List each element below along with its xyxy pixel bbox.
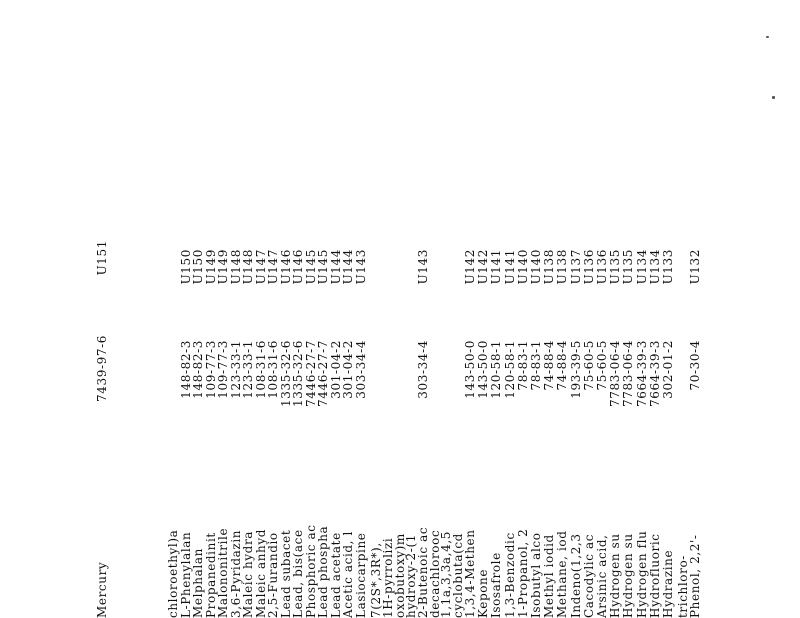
cas-number: 123-33-1 xyxy=(241,340,255,399)
waste-code: U144 xyxy=(329,249,343,285)
chemical-name: Hydrogen su xyxy=(608,533,622,618)
cas-number: 301-04-2 xyxy=(329,340,343,399)
chemical-name: Lead acetate xyxy=(329,532,343,618)
chemical-name: Indeno(1,2,3 xyxy=(569,533,583,618)
chemical-name: 2-Butenoic ac xyxy=(416,526,430,618)
cas-number: 143-50-0 xyxy=(476,340,490,399)
waste-code: U146 xyxy=(279,249,293,285)
cas-number: 120-58-1 xyxy=(489,340,503,399)
waste-code: U144 xyxy=(341,249,355,285)
cas-number: 7439-97-6 xyxy=(95,335,109,402)
chemical-name: Arsinic acid, xyxy=(595,534,609,618)
chemical-name: 1H-pyrrolizi xyxy=(381,537,395,618)
cas-number: 302-01-2 xyxy=(661,340,675,399)
waste-code: U145 xyxy=(316,249,330,285)
cas-number: 303-34-4 xyxy=(354,340,368,399)
chemical-name: Kepone xyxy=(476,568,490,618)
cas-number: 301-04-2 xyxy=(341,340,355,399)
chemical-name: hydroxy-2-(1 xyxy=(404,534,418,618)
chemical-name: Lead phospha xyxy=(316,525,330,618)
waste-code: U147 xyxy=(266,249,280,285)
chemical-name: Maleic anhyd xyxy=(254,528,268,618)
chemical-name: Hydrazine xyxy=(661,549,675,618)
chemical-name: 1-Propanol, 2 xyxy=(516,528,530,618)
cas-number: 7446-27-7 xyxy=(316,340,330,407)
scan-speck xyxy=(772,96,775,99)
chemical-name: decachlorooc xyxy=(428,529,442,618)
waste-code: U136 xyxy=(595,249,609,285)
cas-number: 143-50-0 xyxy=(463,340,477,399)
chemical-name: Hydrofluoric xyxy=(648,533,662,618)
chemical-name: Phenol, 2,2'- xyxy=(688,534,702,618)
chemical-name: Lead, bis(ace xyxy=(291,529,305,618)
chemical-name: 1,3-Benzodic xyxy=(503,532,517,618)
waste-code: U141 xyxy=(503,249,517,285)
waste-code: U133 xyxy=(661,249,675,285)
cas-number: 7783-06-4 xyxy=(621,340,635,407)
waste-code: U149 xyxy=(216,249,230,285)
chemical-name: Isosafrole xyxy=(489,552,503,618)
waste-code: U146 xyxy=(291,249,305,285)
chemical-name: Cacodylic ac xyxy=(582,533,596,618)
cas-number: 78-83-1 xyxy=(516,340,530,391)
cas-number: 1335-32-6 xyxy=(291,340,305,407)
cas-number: 109-77-3 xyxy=(204,340,218,399)
chemical-name: cyclobuta(cd xyxy=(451,533,465,618)
cas-number: 148-82-3 xyxy=(191,340,205,399)
chemical-name: Acetic acid, l xyxy=(341,531,355,618)
waste-code: U142 xyxy=(476,249,490,285)
waste-code: U136 xyxy=(582,249,596,285)
cas-number: 74-88-4 xyxy=(555,340,569,391)
waste-code: U134 xyxy=(635,249,649,285)
cas-number: 7664-39-3 xyxy=(648,340,662,407)
cas-number: 74-88-4 xyxy=(542,340,556,391)
chemical-name: Lasiocarpine xyxy=(354,532,368,618)
waste-code: U142 xyxy=(463,249,477,285)
chemical-name: 3,6-Pyridazin xyxy=(229,529,243,618)
chemical-name: 2,5-Furandio xyxy=(266,532,280,618)
chemical-name: L-Phenylalan xyxy=(179,531,193,618)
waste-code: U132 xyxy=(688,249,702,285)
chemical-name: Maleic hydra xyxy=(241,530,255,618)
cas-number: 1335-32-6 xyxy=(279,340,293,407)
cas-number: 7783-06-4 xyxy=(608,340,622,407)
waste-code: U137 xyxy=(569,249,583,285)
cas-number: 70-30-4 xyxy=(688,340,702,391)
waste-code: U150 xyxy=(191,249,205,285)
chemical-name: Methyl iodid xyxy=(542,534,556,618)
waste-code: U135 xyxy=(621,249,635,285)
chemical-name: Hydrogen su xyxy=(621,533,635,618)
chemical-name: Propanedinit xyxy=(204,532,218,618)
scan-speck xyxy=(766,36,769,38)
chemical-name: chloroethyl)a xyxy=(166,529,180,618)
cas-number: 75-60-5 xyxy=(595,340,609,391)
waste-code: U149 xyxy=(204,249,218,285)
chemical-name: trichloro- xyxy=(676,555,690,618)
cas-number: 78-83-1 xyxy=(529,340,543,391)
cas-number: 123-33-1 xyxy=(229,340,243,399)
cas-number: 7446-27-7 xyxy=(304,340,318,407)
waste-code: U148 xyxy=(229,249,243,285)
waste-code: U143 xyxy=(354,249,368,285)
chemical-name: Lead subacet xyxy=(279,529,293,618)
chemical-name: Malononitrile xyxy=(216,527,230,618)
waste-code: U147 xyxy=(254,249,268,285)
cas-number: 193-39-5 xyxy=(569,340,583,399)
cas-number: 75-60-5 xyxy=(582,340,596,391)
cas-number: 7664-39-3 xyxy=(635,340,649,407)
cas-number: 303-34-4 xyxy=(416,340,430,399)
chemical-name: Melphalan xyxy=(191,548,205,618)
waste-code: U141 xyxy=(489,249,503,285)
chemical-name: Isobutyl alco xyxy=(529,532,543,618)
waste-code: U135 xyxy=(608,249,622,285)
waste-code: U145 xyxy=(304,249,318,285)
waste-code: U150 xyxy=(179,249,193,285)
cas-number: 108-31-6 xyxy=(254,340,268,399)
waste-code: U138 xyxy=(555,249,569,285)
chemical-name: Phosphoric ac xyxy=(304,524,318,618)
chemical-name: Mercury xyxy=(95,561,109,618)
waste-code: U134 xyxy=(648,249,662,285)
waste-code: U138 xyxy=(542,249,556,285)
cas-number: 148-82-3 xyxy=(179,340,193,399)
chemical-name: 7(2S*,3R*), xyxy=(369,542,383,618)
cas-number: 108-31-6 xyxy=(266,340,280,399)
cas-number: 109-77-3 xyxy=(216,340,230,399)
waste-code: U143 xyxy=(416,249,430,285)
chemical-name: 1,1a,3,3a,4,5 xyxy=(439,531,453,618)
waste-code: U140 xyxy=(516,249,530,285)
chemical-name: 1,3,4-Methen xyxy=(463,529,477,618)
chemical-name: Methane, iod xyxy=(555,530,569,618)
waste-code: U140 xyxy=(529,249,543,285)
chemical-name: Hydrogen flu xyxy=(635,530,649,618)
chemical-name: oxobutoxy)m xyxy=(393,533,407,618)
cas-number: 120-58-1 xyxy=(503,340,517,399)
waste-code: U148 xyxy=(241,249,255,285)
waste-code: U151 xyxy=(95,240,109,276)
